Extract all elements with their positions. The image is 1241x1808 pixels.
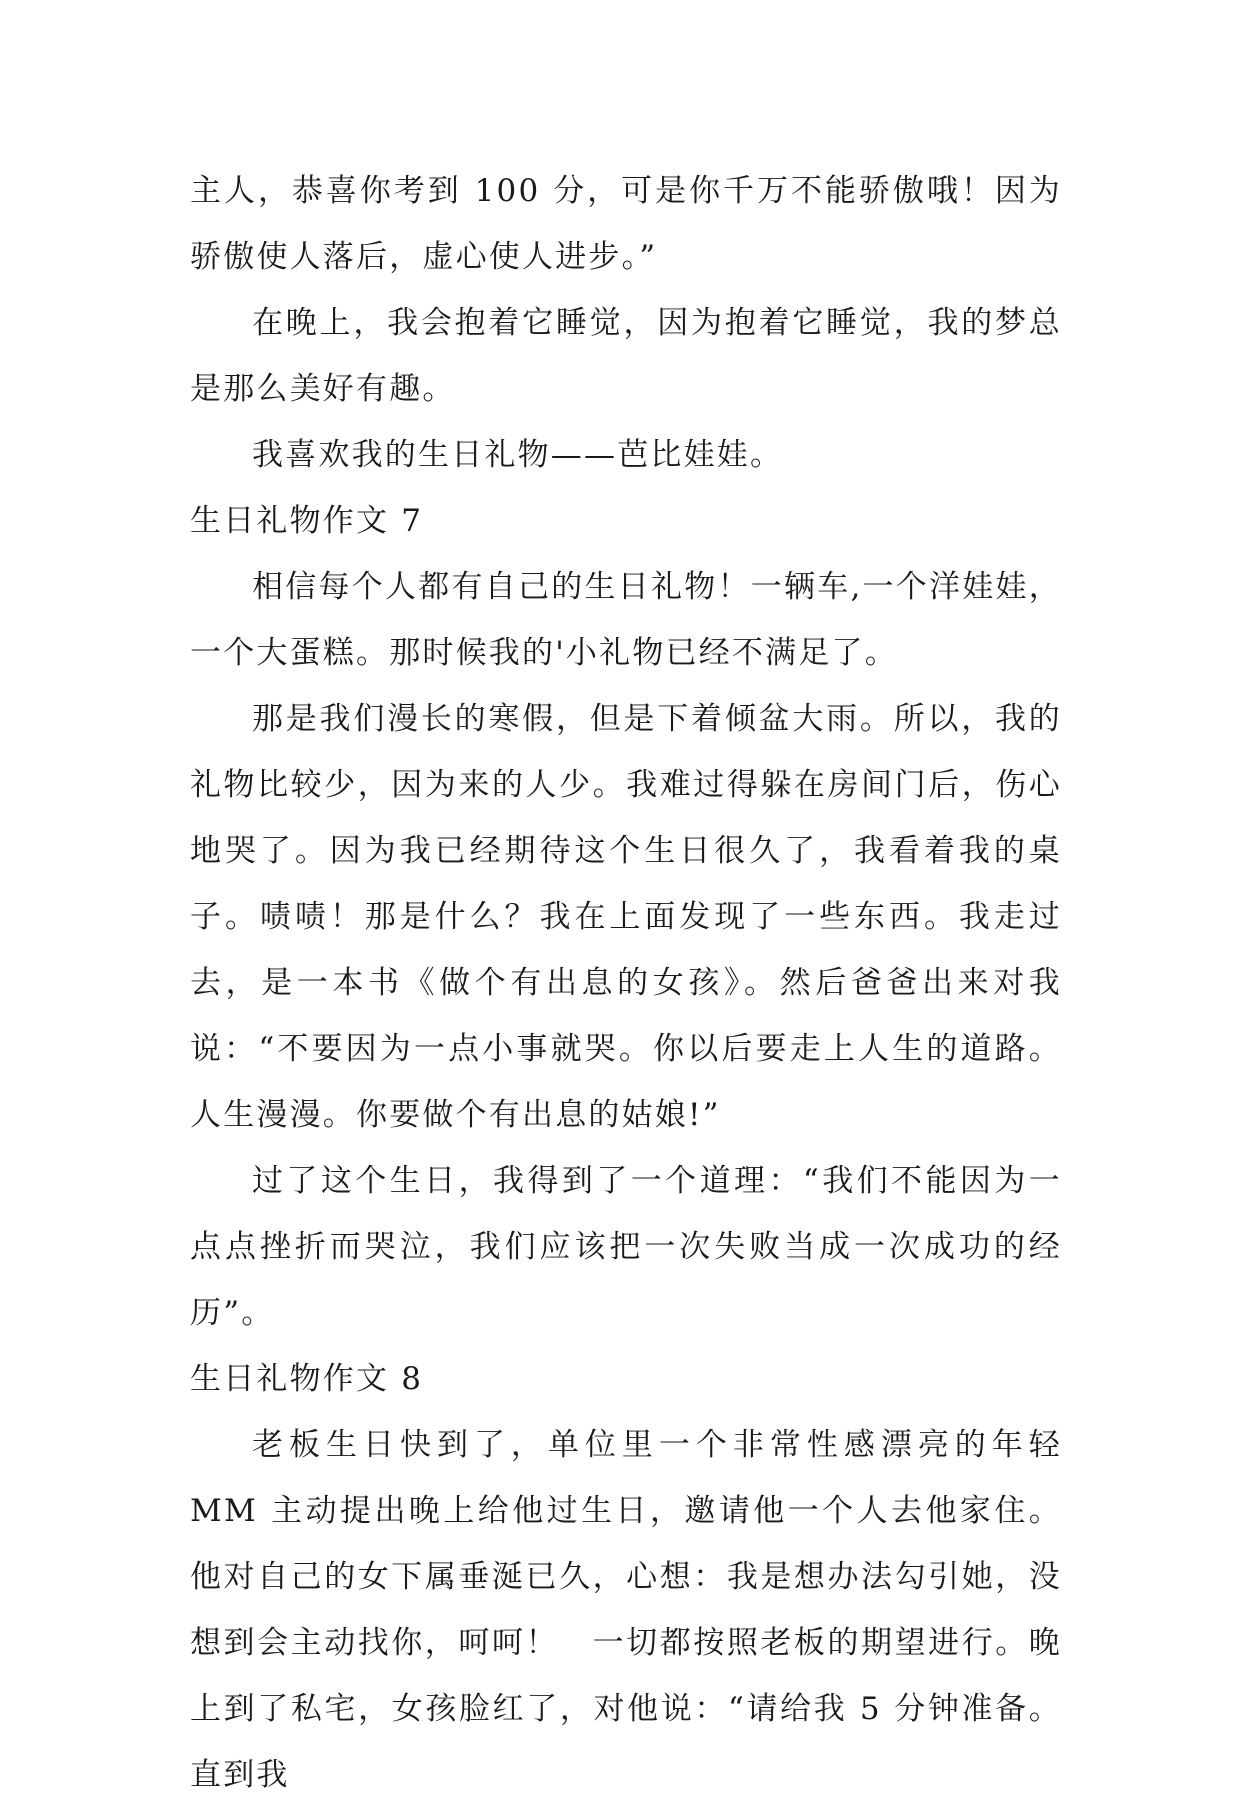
paragraph: 过了这个生日，我得到了一个道理：“我们不能因为一点点挫折而哭泣，我们应该把一次失败当成一次成功的经历”。 — [190, 1163, 1062, 1331]
paragraph: 主人，恭喜你考到 100 分，可是你千万不能骄傲哦！因为骄傲使人落后，虚心使人进步。” — [190, 173, 1062, 275]
section-heading: 生日礼物作文 7 — [190, 503, 424, 539]
paragraph: 我喜欢我的生日礼物——芭比娃娃。 — [252, 437, 784, 473]
paragraph: 相信每个人都有自己的生日礼物！一辆车,一个洋娃娃，一个大蛋糕。那时候我的'小礼物已经不满足了。 — [190, 569, 1062, 671]
paragraph: 在晚上，我会抱着它睡觉，因为抱着它睡觉，我的梦总是那么美好有趣。 — [190, 305, 1062, 407]
paragraph: 老板生日快到了，单位里一个非常性感漂亮的年轻 MM 主动提出晚上给他过生日，邀请他一个人去他家住。他对自己的女下属垂涎已久，心想：我是想办法勾引她，没想到会主动找你，呵呵！ 一切都按照老板的期望进行。晚上到了私宅，女孩脸红了，对他说：“请给我 5 分钟准备。直到我 — [190, 1427, 1062, 1793]
document-body — [190, 158, 1062, 1808]
section-heading: 生日礼物作文 8 — [190, 1361, 424, 1397]
paragraph: 那是我们漫长的寒假，但是下着倾盆大雨。所以，我的礼物比较少，因为来的人少。我难过得躲在房间门后，伤心地哭了。因为我已经期待这个生日很久了，我看着我的桌子。啧啧！那是什么？我在上面发现了一些东西。我走过去，是一本书《做个有出息的女孩》。然后爸爸出来对我说：“不要因为一点小事就哭。你以后要走上人生的道路。人生漫漫。你要做个有出息的姑娘!” — [190, 701, 1062, 1133]
